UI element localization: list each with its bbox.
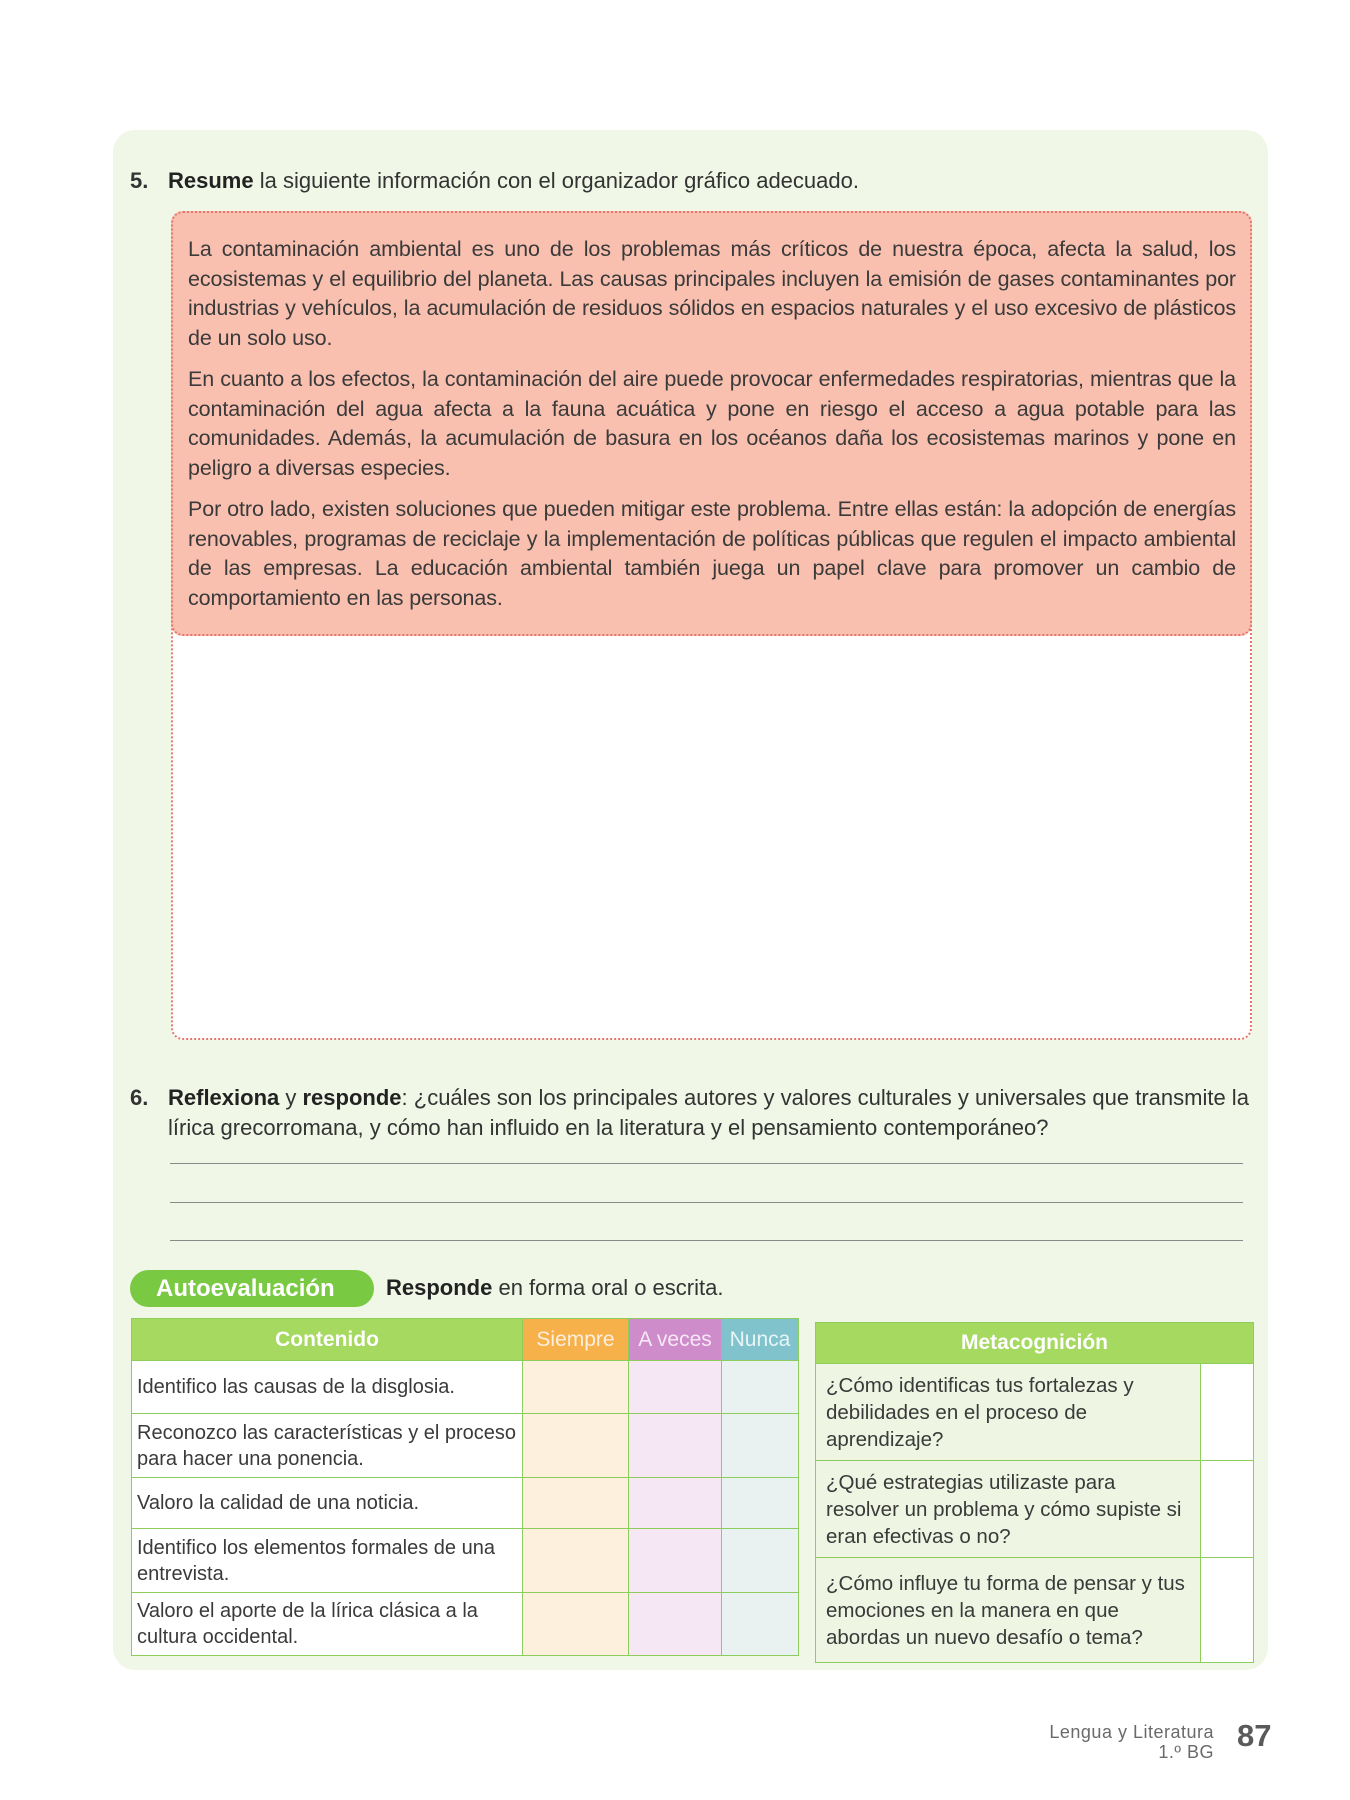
instruction-body: en forma oral o escrita. (492, 1275, 724, 1300)
metacognition-question: ¿Qué estrategias utilizaste para resolver un problema y cómo supiste si eran efectivas o no? (816, 1461, 1201, 1558)
header-siempre: Siempre (523, 1319, 629, 1361)
table-row (132, 1414, 799, 1478)
question-verb: Resume (168, 168, 254, 193)
table-header-row (132, 1319, 799, 1361)
grade-label: 1.º BG (1158, 1742, 1214, 1762)
content-item: Reconozco las características y el proceso para hacer una ponencia. (132, 1414, 523, 1478)
header-nunca: Nunca (722, 1319, 799, 1361)
question-verb: Reflexiona (168, 1085, 280, 1110)
metacognition-answer-cell[interactable] (1201, 1461, 1254, 1558)
nunca-cell[interactable] (722, 1414, 799, 1478)
question-text (168, 166, 1250, 196)
a-veces-cell[interactable] (629, 1478, 722, 1529)
header-a-veces: A veces (629, 1319, 722, 1361)
siempre-cell[interactable] (523, 1593, 629, 1656)
content-item: Identifico los elementos formales de una entrevista. (132, 1529, 523, 1593)
a-veces-cell[interactable] (629, 1529, 722, 1593)
question-number: 5. (130, 168, 149, 193)
question-body: la siguiente información con el organizador gráfico adecuado. (253, 168, 859, 193)
content-item: Valoro el aporte de la lírica clásica a la cultura occidental. (132, 1593, 523, 1656)
question-verb: responde (302, 1085, 402, 1110)
metacognition-answer-cell[interactable] (1201, 1364, 1254, 1461)
table-row (132, 1593, 799, 1656)
question-number: 6. (130, 1085, 149, 1110)
graphic-organizer-answer-area[interactable] (171, 620, 1252, 1040)
answer-line[interactable] (170, 1202, 1243, 1203)
table-row (132, 1529, 799, 1593)
subject-name: Lengua y Literatura (1049, 1722, 1214, 1742)
nunca-cell[interactable] (722, 1478, 799, 1529)
question-text (168, 1083, 1270, 1143)
siempre-cell[interactable] (523, 1414, 629, 1478)
a-veces-cell[interactable] (629, 1361, 722, 1414)
header-contenido: Contenido (132, 1319, 523, 1361)
table-row (816, 1558, 1254, 1663)
nunca-cell[interactable] (722, 1529, 799, 1593)
page-number: 87 (1237, 1718, 1272, 1753)
reading-passage (171, 211, 1252, 636)
a-veces-cell[interactable] (629, 1414, 722, 1478)
siempre-cell[interactable] (523, 1478, 629, 1529)
siempre-cell[interactable] (523, 1529, 629, 1593)
passage-paragraph: Por otro lado, existen soluciones que pueden mitigar este problema. Entre ellas están: la adopción de energías renovables, programas de reciclaje y la implementación de políticas públicas que regulen el impacto ambiental de las empresas. La educación ambiental también juega un papel clave para promover un cambio de comportamiento en las personas. (188, 497, 1236, 610)
answer-line[interactable] (170, 1163, 1243, 1164)
footer-subject (1049, 1722, 1214, 1762)
autoevaluacion-instruction (386, 1272, 723, 1304)
siempre-cell[interactable] (523, 1361, 629, 1414)
table-row (132, 1478, 799, 1529)
autoevaluacion-badge: Autoevaluación (130, 1270, 374, 1307)
a-veces-cell[interactable] (629, 1593, 722, 1656)
table-row (132, 1361, 799, 1414)
metacognition-question: ¿Cómo identificas tus fortalezas y debilidades en el proceso de aprendizaje? (816, 1364, 1201, 1461)
content-self-assessment-table (131, 1318, 799, 1656)
metacognition-question: ¿Cómo influye tu forma de pensar y tus emociones en la manera en que abordas un nuevo desafío o tema? (816, 1558, 1201, 1663)
header-metacognicion: Metacognición (816, 1323, 1254, 1364)
nunca-cell[interactable] (722, 1361, 799, 1414)
passage-paragraph: En cuanto a los efectos, la contaminación del aire puede provocar enfermedades respiratorias, mientras que la contaminación del agua afecta a la fauna acuática y pone en riesgo el acceso a agua potable para las comunidades. Además, la acumulación de basura en los océanos daña los ecosistemas marinos y pone en peligro a diversas especies. (188, 367, 1236, 480)
passage-paragraph: La contaminación ambiental es uno de los problemas más críticos de nuestra época, afecta la salud, los ecosistemas y el equilibrio del planeta. Las causas principales incluyen la emisión de gases contaminantes por industrias y vehículos, la acumulación de residuos sólidos en espacios naturales y el uso excesivo de plásticos de un solo uso. (188, 237, 1236, 350)
table-header-row (816, 1323, 1254, 1364)
metacognition-answer-cell[interactable] (1201, 1558, 1254, 1663)
table-row (816, 1364, 1254, 1461)
content-item: Valoro la calidad de una noticia. (132, 1478, 523, 1529)
question-6 (130, 1083, 1270, 1145)
content-item: Identifico las causas de la disglosia. (132, 1361, 523, 1414)
answer-line[interactable] (170, 1240, 1243, 1241)
nunca-cell[interactable] (722, 1593, 799, 1656)
question-connector: y (279, 1085, 303, 1110)
table-row (816, 1461, 1254, 1558)
instruction-verb: Responde (386, 1275, 493, 1300)
metacognition-table (815, 1322, 1254, 1663)
question-body: : ¿cuáles son los principales autores y valores culturales y universales que transmite la lírica grecorromana, y cómo han influido en la literatura y el pensamiento contemporáneo? (168, 1085, 1249, 1140)
